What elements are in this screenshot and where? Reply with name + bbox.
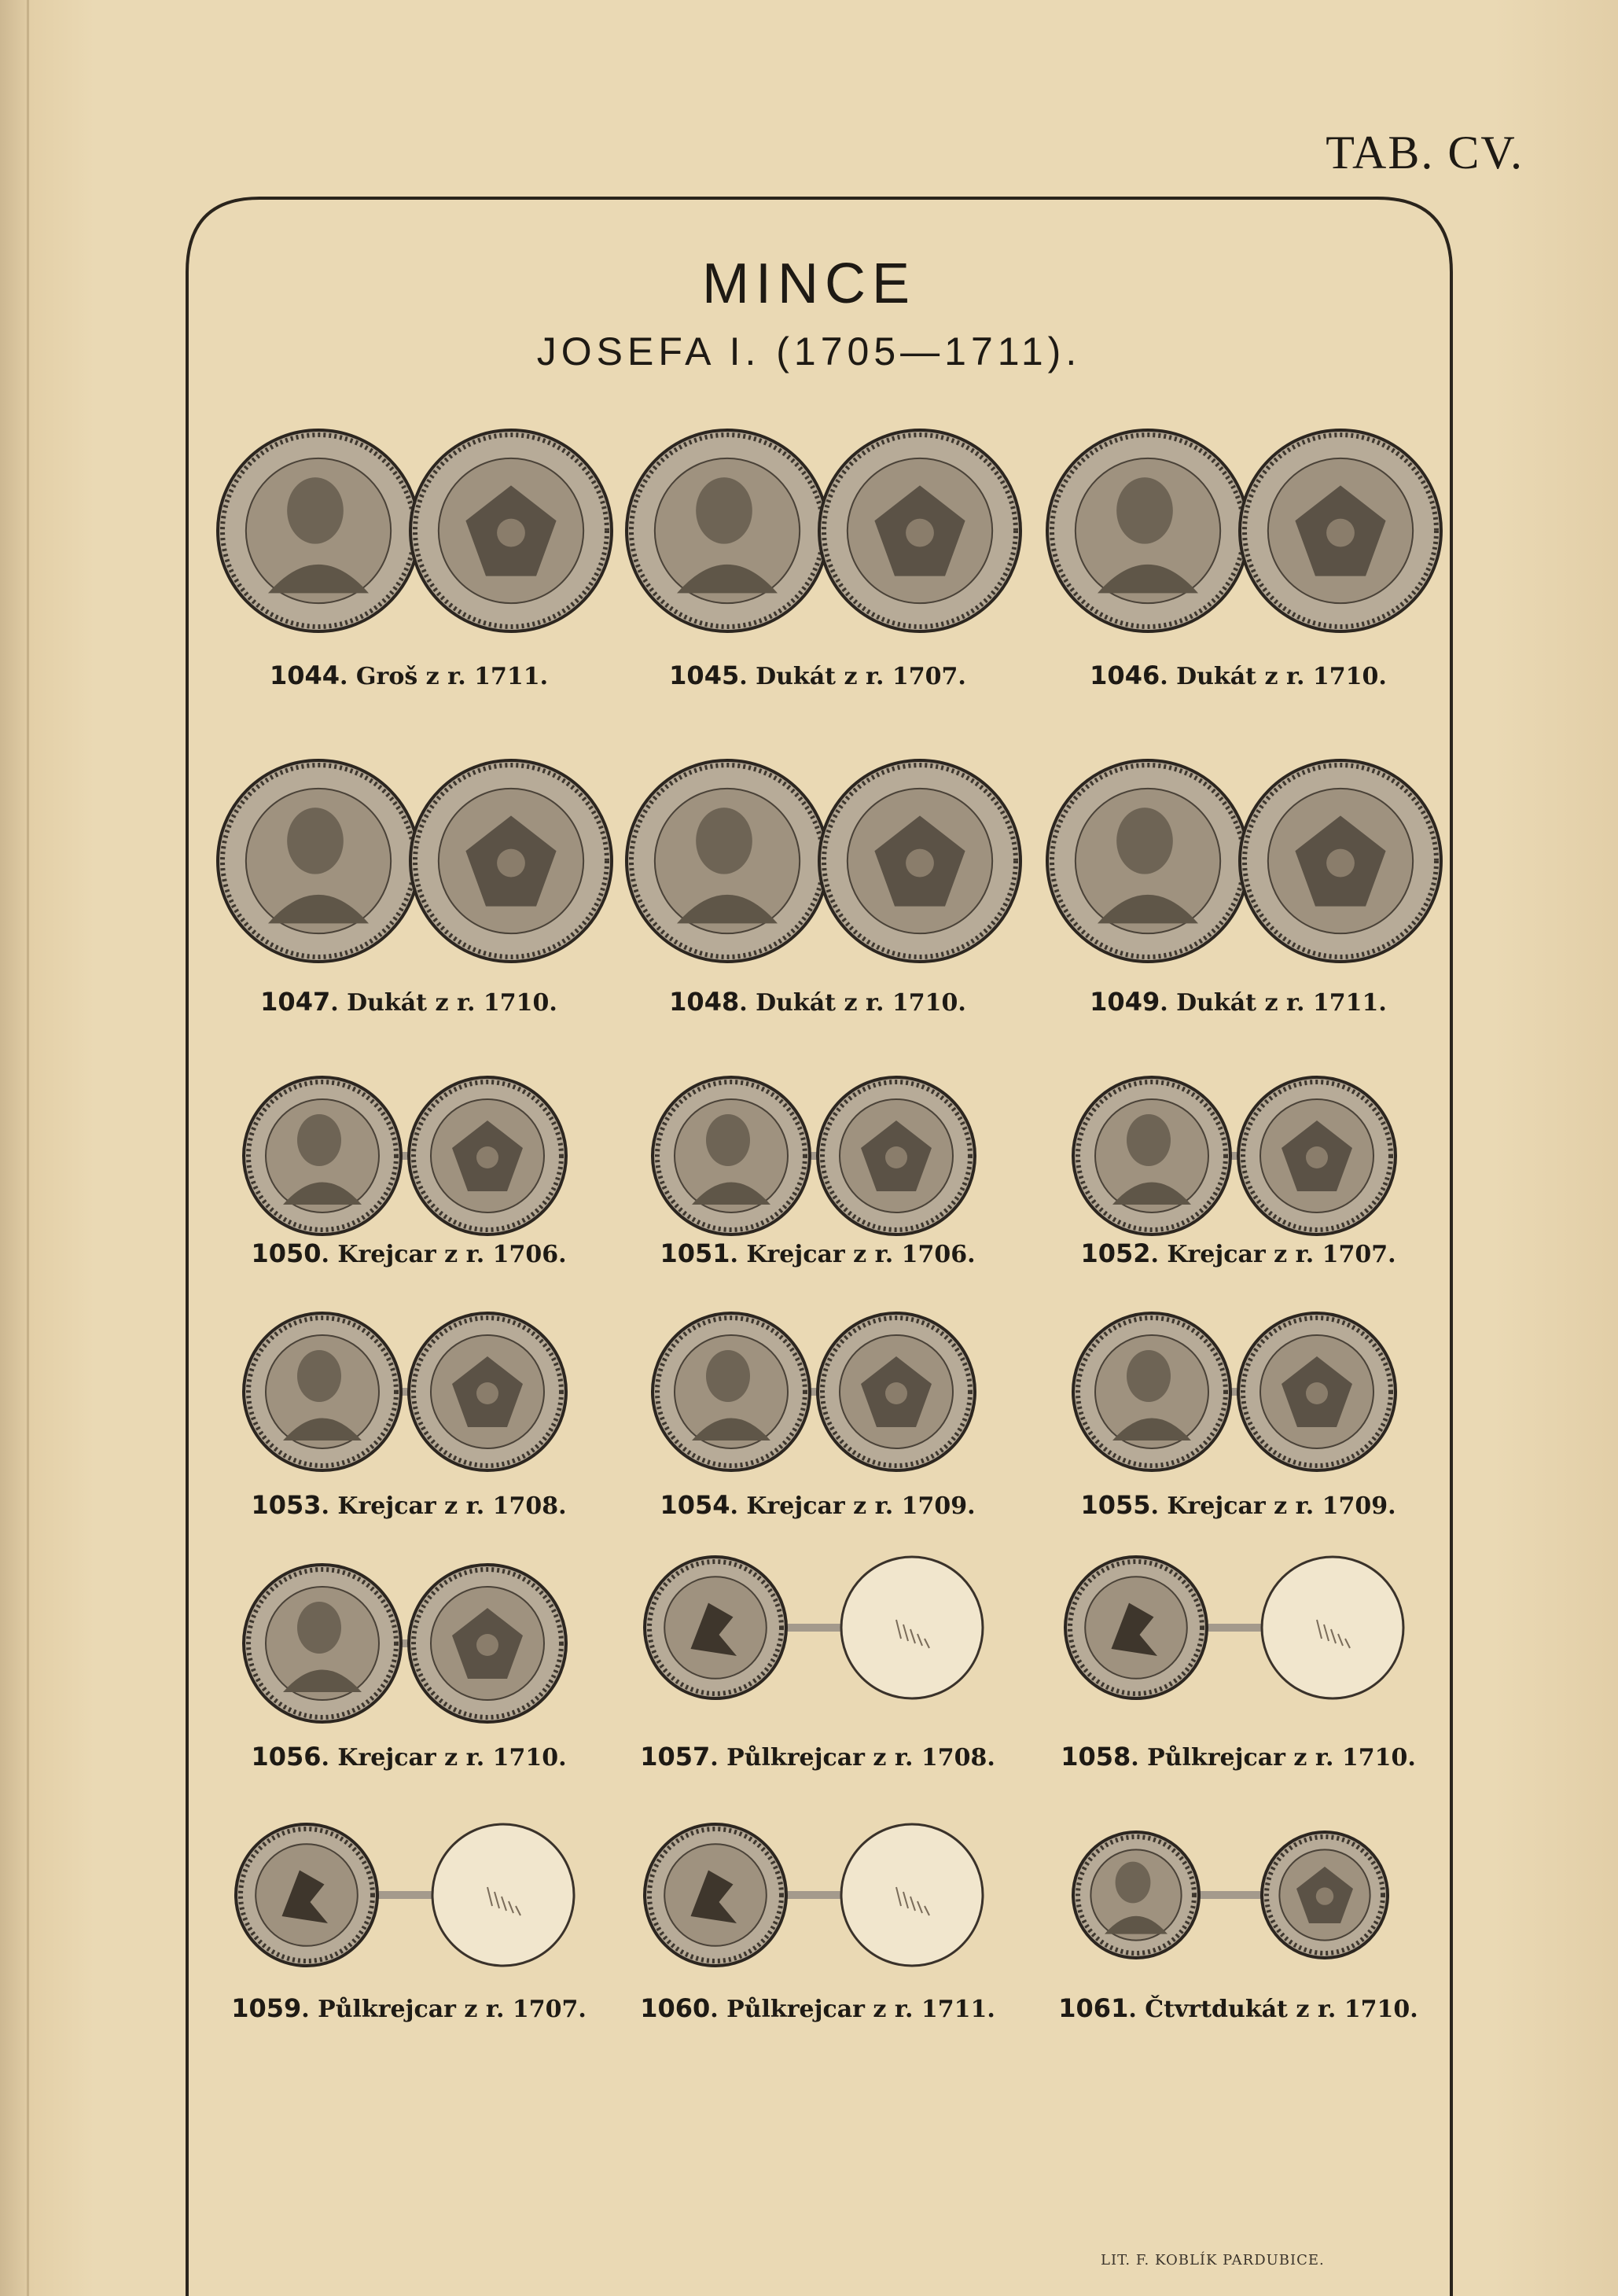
coin-number: 1052 [1080,1238,1151,1268]
coin-description: Půlkrejcar z r. 1708. [726,1744,995,1772]
coin-caption [204,987,613,1017]
coin-description: Dukát z r. 1711. [1176,989,1387,1017]
coin-obverse [218,430,419,631]
coin-pair-1046 [1042,425,1451,660]
coin-reverse [409,1313,566,1470]
coin-number: 1059 [231,1993,302,2023]
coin-number: 1056 [251,1742,322,1772]
coin-caption [204,1490,613,1520]
coin-caption [1034,1993,1443,2023]
caption-separator: . [301,1996,318,2023]
coin-description: Čtvrtdukát z r. 1710. [1145,1996,1418,2023]
coin-number: 1046 [1090,660,1160,690]
coin-obverse [244,1077,401,1234]
coin-caption [1034,1742,1443,1772]
coin-description: Krejcar z r. 1707. [1167,1241,1396,1268]
coin-caption [1034,660,1443,690]
caption-separator: . [330,989,348,1017]
coin-number: 1061 [1058,1993,1129,2023]
coin-number: 1051 [660,1238,730,1268]
coin-reverse [818,1077,975,1234]
caption-separator: . [1128,1996,1145,2023]
coin-number: 1047 [260,987,331,1017]
coin-number: 1050 [251,1238,322,1268]
coin-reverse [645,1824,786,1966]
coin-obverse [653,1077,810,1234]
caption-separator: . [730,1492,747,1520]
plate-title: MINCE [702,252,916,315]
coin-obverse [1073,1832,1199,1958]
coin-obverse [653,1313,810,1470]
caption-separator: . [1160,989,1177,1017]
coin-caption [204,660,613,690]
coin-reverse-blank [841,1824,983,1966]
coin-pair-1045 [621,425,1030,660]
coin-description: Krejcar z r. 1709. [746,1492,976,1520]
coin-caption [204,1742,613,1772]
coin-reverse [819,430,1020,631]
caption-separator: . [321,1241,338,1268]
coin-description: Krejcar z r. 1706. [337,1241,567,1268]
coin-caption [613,660,1022,690]
coin-caption [613,1993,1022,2023]
caption-separator: . [730,1241,747,1268]
coin-obverse [1073,1313,1230,1470]
caption-separator: . [1150,1241,1168,1268]
coin-number: 1048 [669,987,740,1017]
coin-reverse [819,760,1020,962]
coin-caption [1034,1490,1443,1520]
coin-reverse-blank [432,1824,574,1966]
coin-pair-1044 [212,425,621,660]
coin-obverse [1047,760,1248,962]
coin-caption [613,1238,1022,1268]
coin-description: Půlkrejcar z r. 1707. [318,1996,587,2023]
coin-reverse [818,1313,975,1470]
coin-description: Dukát z r. 1710. [756,989,966,1017]
coin-reverse [1238,1313,1396,1470]
plate-number: TAB. CV. [1326,127,1524,178]
coin-reverse [645,1557,786,1698]
coin-reverse [1240,430,1441,631]
caption-separator: . [321,1744,338,1772]
coin-number: 1057 [640,1742,711,1772]
coin-caption [204,1238,613,1268]
coin-pair-1048 [621,755,1030,991]
caption-separator: . [321,1492,338,1520]
coin-obverse [244,1565,401,1722]
coin-reverse-blank [1262,1557,1403,1698]
coin-description: Krejcar z r. 1708. [337,1492,567,1520]
coin-caption [613,1742,1022,1772]
coin-caption [204,1993,613,2023]
coin-description: Krejcar z r. 1710. [337,1744,567,1772]
coin-reverse [1240,760,1441,962]
coin-reverse [1065,1557,1207,1698]
coin-caption [1034,987,1443,1017]
caption-separator: . [1131,1744,1148,1772]
coin-obverse [627,760,828,962]
caption-separator: . [1160,663,1177,690]
coin-number: 1049 [1090,987,1160,1017]
coin-obverse [627,430,828,631]
caption-separator: . [710,1996,727,2023]
coin-caption [613,1490,1022,1520]
coin-description: Krejcar z r. 1709. [1167,1492,1396,1520]
coin-number: 1044 [269,660,340,690]
coin-pair-1049 [1042,755,1451,991]
coin-reverse [410,430,612,631]
coin-number: 1060 [640,1993,711,2023]
caption-separator: . [739,989,756,1017]
coin-number: 1054 [660,1490,730,1520]
coin-pair-1047 [212,755,621,991]
coin-number: 1055 [1080,1490,1151,1520]
coin-caption [1034,1238,1443,1268]
printer-imprint: LIT. F. KOBLÍK PARDUBICE. [1101,2252,1325,2268]
caption-separator: . [340,663,356,690]
coin-description: Půlkrejcar z r. 1711. [726,1996,995,2023]
coin-description: Dukát z r. 1707. [756,663,966,690]
caption-separator: . [710,1744,727,1772]
coin-description: Groš z r. 1711. [355,663,549,690]
coin-obverse [244,1313,401,1470]
coin-description: Krejcar z r. 1706. [746,1241,976,1268]
coin-number: 1045 [669,660,740,690]
coin-obverse [218,760,419,962]
coin-reverse [1262,1832,1388,1958]
coin-description: Dukát z r. 1710. [1176,663,1387,690]
coin-number: 1053 [251,1490,322,1520]
caption-separator: . [739,663,756,690]
plate-subtitle: JOSEFA I. (1705—1711). [536,329,1082,373]
coin-reverse [409,1565,566,1722]
coin-reverse [410,760,612,962]
coin-reverse [1238,1077,1396,1234]
coin-description: Dukát z r. 1710. [347,989,557,1017]
coin-obverse [1047,430,1248,631]
coin-reverse [409,1077,566,1234]
coin-obverse [1073,1077,1230,1234]
coin-description: Půlkrejcar z r. 1710. [1147,1744,1416,1772]
caption-separator: . [1150,1492,1168,1520]
coin-reverse-blank [841,1557,983,1698]
coin-reverse [236,1824,377,1966]
coin-number: 1058 [1061,1742,1131,1772]
coin-caption [613,987,1022,1017]
